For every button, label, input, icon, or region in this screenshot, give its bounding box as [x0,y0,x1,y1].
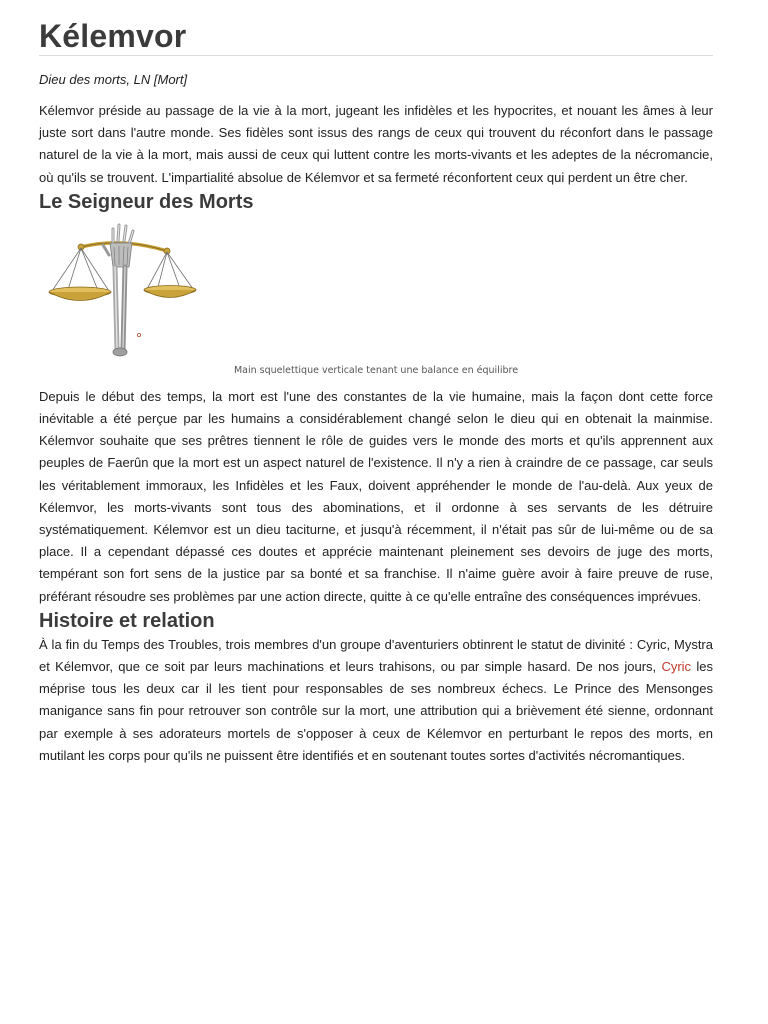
section-paragraph-seigneur: Depuis le début des temps, la mort est l'une des constantes de la vie humaine, mais la façon dont cette force inévitable a été perçue par les humains a considérablement changé selon le dieu qui en obtenait la mainmise. Kélemvor souhaite que ses prêtres tiennent le rôle de guides vers le monde des morts et qu'ils apprennent aux peuples de Faerûn que la mort est un aspect naturel de l'existence. Il n'y a rien à craindre de ce passage, car seuls les véritablement immoraux, les Infidèles et les Faux, doivent appréhender le monde de l'au-delà. Aux yeux de Kélemvor, les morts-vivants sont tous des abominations, et il ordonne à ses servants de les détruire systématiquement. Kélemvor est un dieu taciturne, et jusqu'à récemment, il n'était pas sûr de lui-même ou de sa place. Il a cependant dépassé ces doutes et apprécie maintenant pleinement ses devoirs de juge des morts, tempérant son fort sens de la justice par sa bonté et sa franchise. Il n'aime guère avoir à faire preuve de ruse, préférant résoudre ses problèmes par une action directe, quitte à ce qu'elle entraîne des conséquences imprévues. [39,388,713,604]
page-subtitle: Dieu des morts, LN [Mort] [39,72,188,87]
cyric-link[interactable]: Cyric [661,659,692,675]
section-heading-histoire: Histoire et relation [39,609,215,632]
figure [39,221,713,384]
histoire-text-after-link: les méprise tous les deux car il les tient pour responsables de ses nombreux échecs. Le Prince des Mensonges manigance sans fin pour retrouver son contrôle sur la mort, une attribution qui a brièvement été sienne, ordonnant par exemple à ses adorateurs mortels de s'opposer à ceux de Kélemvor en perturbant le repos des morts, en mutilant les corps pour qu'ils ne puissent être identifiés et en soutenant toutes sortes d'activités nécromantiques. [39,659,713,763]
page-title: Kélemvor [39,18,187,54]
figure-caption: Main squelettique verticale tenant une balance en équilibre [233,364,519,376]
section-paragraph-histoire [39,634,713,767]
intro-paragraph: Kélemvor préside au passage de la vie à la mort, jugeant les infidèles et les hypocrites, et nouant les âmes à leur juste sort dans l'autre monde. Ses fidèles sont issus des rangs de ceux qui trouvent du réconfort dans le passage naturel de la vie à la mort, mais aussi de ceux qui luttent contre les morts-vivants et les adeptes de la nécromancie, où qu'ils se trouvent. L'impartialité absolue de Kélemvor et sa fermeté réconfortent ceux qui perdent un être cher. [39,103,713,185]
section-heading-seigneur: Le Seigneur des Morts [39,190,254,213]
histoire-text-before-link: À la fin du Temps des Troubles, trois membres d'un groupe d'aventuriers obtinrent le statut de divinité : Cyric, Mystra et Kélemvor, que ce soit par leurs machinations et leurs trahisons, ou par simple hasard. De nos jours, [39,636,713,675]
skeletal-hand-scales-icon [39,221,203,361]
